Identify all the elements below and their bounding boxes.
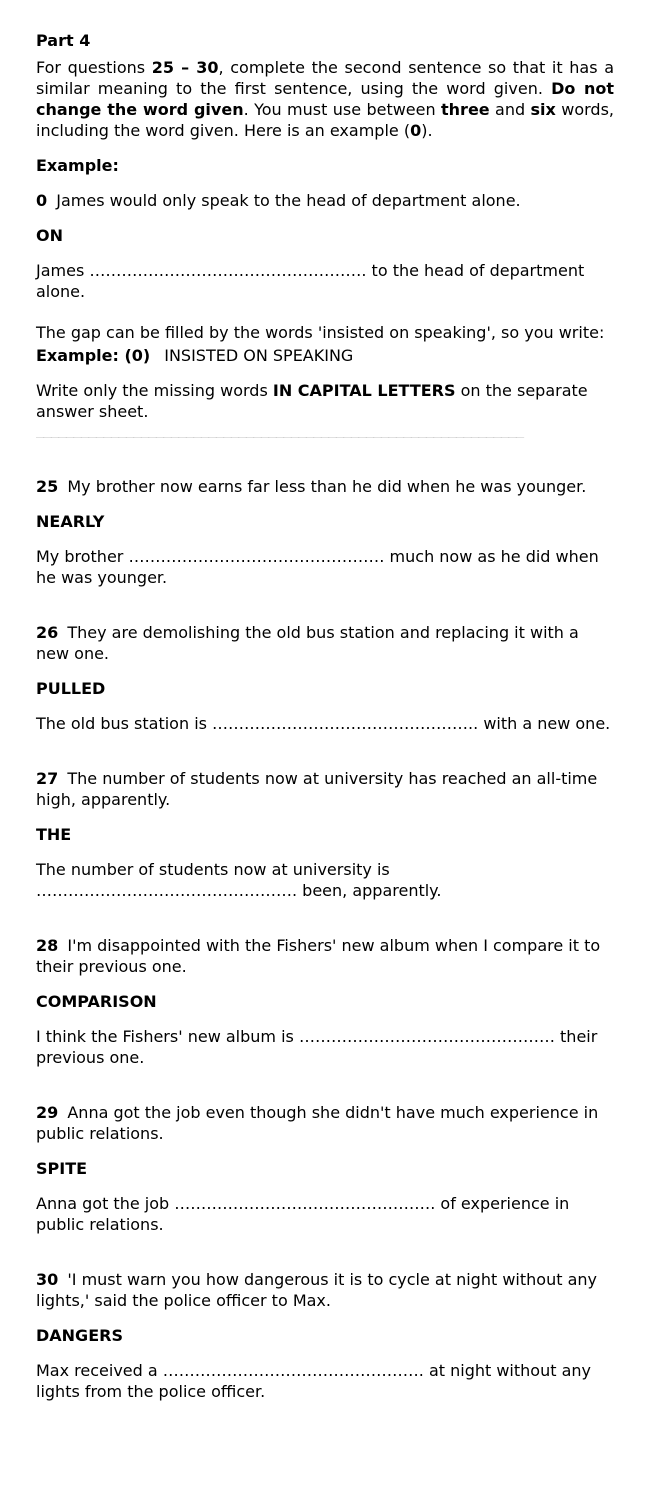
- example-number: 0: [36, 191, 48, 210]
- question-keyword: COMPARISON: [36, 992, 157, 1011]
- question-number: 30: [36, 1270, 59, 1289]
- question-sentence-text: The number of students now at university has reached an all-time high, apparently.: [36, 769, 598, 809]
- example-answer-label: Example: (0): [36, 346, 151, 365]
- instructions: [36, 57, 614, 141]
- example-answer-text: INSISTED ON SPEAKING: [164, 346, 354, 365]
- question-keyword: SPITE: [36, 1159, 88, 1178]
- question-number: 27: [36, 769, 59, 788]
- question-sentence-text: 'I must warn you how dangerous it is to cycle at night without any lights,' said the police officer to Max.: [36, 1270, 597, 1310]
- question-sentence-text: My brother now earns far less than he did when he was younger.: [67, 477, 587, 496]
- question-range: 25 – 30: [151, 58, 219, 77]
- question-number: 25: [36, 477, 59, 496]
- question-number: 26: [36, 623, 59, 642]
- question-keyword: THE: [36, 825, 72, 844]
- example-keyword: ON: [36, 226, 63, 245]
- question-sentence-text: I'm disappointed with the Fishers' new album when I compare it to their previous one.: [36, 936, 601, 976]
- example-sentence: [36, 190, 614, 211]
- question-sentence: [36, 476, 614, 497]
- question-sentence: [36, 1102, 614, 1144]
- intro-text-3: . You must use between: [243, 100, 442, 119]
- example-heading: Example:: [36, 156, 119, 175]
- intro-text-4: words, including the word given. Here is an example (: [36, 100, 614, 140]
- answer-instruction-1: Write only the missing words: [36, 381, 273, 400]
- question-keyword: DANGERS: [36, 1326, 123, 1345]
- question-28: [36, 935, 614, 1068]
- intro-text-2: , complete the second sentence so that it has a similar meaning to the first sentence, using the word given.: [36, 58, 615, 98]
- answer-instruction-2: on the separate answer sheet.: [36, 381, 588, 421]
- question-25: [36, 476, 614, 588]
- question-29: [36, 1102, 614, 1235]
- question-sentence: [36, 1269, 614, 1311]
- part-title: Part 4: [36, 31, 91, 50]
- question-27: [36, 768, 614, 901]
- do-not-change-rule: Do not change the word given: [36, 79, 615, 119]
- intro-text-1: For questions: [36, 58, 152, 77]
- separator-line: _________________________________________________________________: [36, 422, 524, 438]
- answer-instruction: [36, 380, 614, 422]
- question-gapped-sentence: The old bus station is ………………………………………….. with a new one.: [36, 714, 611, 733]
- intro-and: and: [489, 100, 531, 119]
- example-answer: [36, 345, 614, 366]
- question-keyword: NEARLY: [36, 512, 105, 531]
- question-number: 29: [36, 1103, 59, 1122]
- example-sentence-text: James would only speak to the head of department alone.: [56, 191, 521, 210]
- question-gapped-sentence: Max received a …………………………………………. at night without any lights from the police officer.: [36, 1361, 591, 1401]
- question-keyword: PULLED: [36, 679, 106, 698]
- intro-text-5: ).: [421, 121, 433, 140]
- question-gapped-sentence: Anna got the job …………………………………………. of experience in public relations.: [36, 1194, 570, 1234]
- word-min: three: [441, 100, 490, 119]
- question-gapped-sentence: I think the Fishers' new album is ………………………………………… their previous one.: [36, 1027, 598, 1067]
- question-sentence-text: Anna got the job even though she didn't have much experience in public relations.: [36, 1103, 599, 1143]
- question-gapped-sentence: My brother ………………………………………… much now as he did when he was younger.: [36, 547, 599, 587]
- word-max: six: [530, 100, 556, 119]
- example-number-ref: 0: [410, 121, 422, 140]
- question-gapped-sentence: The number of students now at university is …………………………………………. been, apparently.: [36, 860, 442, 900]
- question-number: 28: [36, 936, 59, 955]
- capital-letters-rule: IN CAPITAL LETTERS: [272, 381, 456, 400]
- example-explanation: The gap can be filled by the words 'insisted on speaking', so you write:: [36, 323, 605, 342]
- question-sentence: [36, 768, 614, 810]
- example-gapped-sentence: James ……………………………………………. to the head of department alone.: [36, 261, 585, 301]
- question-sentence-text: They are demolishing the old bus station and replacing it with a new one.: [36, 623, 579, 663]
- question-30: [36, 1269, 614, 1402]
- question-sentence: [36, 935, 614, 977]
- question-sentence: [36, 622, 614, 664]
- question-26: [36, 622, 614, 734]
